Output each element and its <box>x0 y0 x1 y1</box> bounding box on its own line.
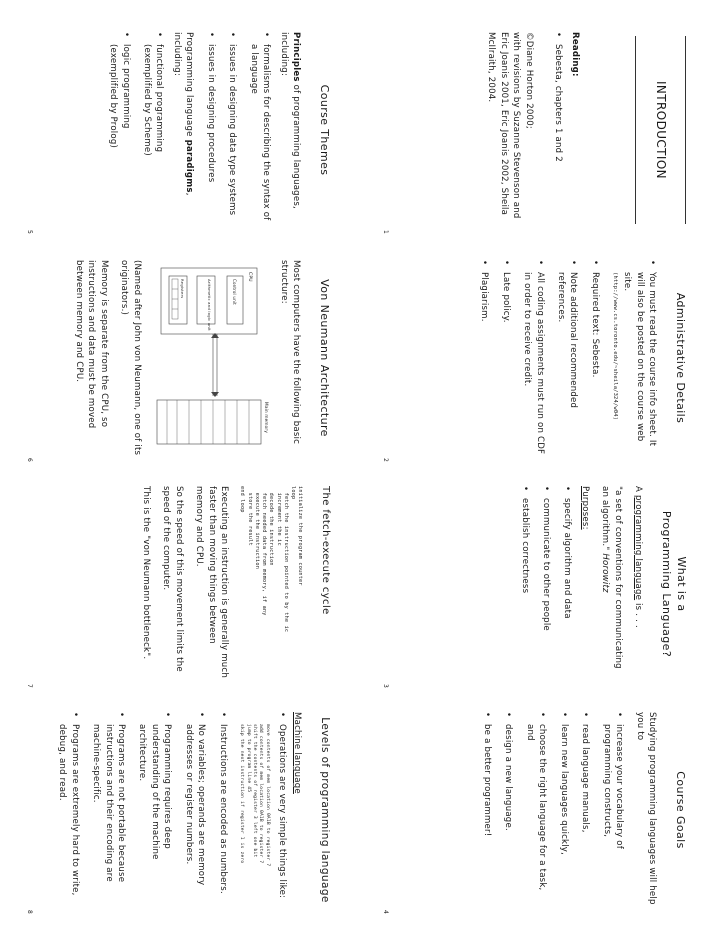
page-number: 8 <box>25 909 33 914</box>
page-number: 7 <box>25 683 33 688</box>
goal-item: • learn new languages quickly, <box>557 712 569 908</box>
goal-item: • be a better programmer! <box>481 712 493 908</box>
slide-von-neumann <box>20 252 338 464</box>
slide-title: Course Themes <box>318 84 331 176</box>
machine-item: • No variables; operands are memory addresses or register numbers. <box>182 712 207 908</box>
theme-item: • issues in designing data type systems <box>226 32 238 228</box>
themes-intro: Principles of programming languages, including: <box>278 32 302 209</box>
slide-course-goals <box>376 704 694 916</box>
goal-item: • design a new language. <box>502 712 514 908</box>
admin-item-late: • Late policy. <box>499 260 511 456</box>
vn-intro: Most computers have the following basic structure: <box>278 260 302 445</box>
memory-label: Main memory <box>264 402 270 434</box>
bus-arrow-right <box>211 392 219 397</box>
registers-label: Registers <box>180 279 186 299</box>
machine-language-label: Machine language <box>291 712 302 794</box>
purpose-item: • specify algorithm and data <box>561 486 573 682</box>
purpose-item: • establish correctness <box>518 486 530 682</box>
slide-title: Administrative Details <box>674 292 687 424</box>
slide-title: Course Goals <box>674 771 687 849</box>
admin-item-text: • Required text: Sebesta. <box>588 260 600 456</box>
cpu-label: CPU <box>247 272 253 282</box>
fe-para-limit: So the speed of this movement limits the speed of the computer. <box>161 486 184 672</box>
reading-item: • Sebesta, chapters 1 and 2 <box>552 32 564 228</box>
goal-item: • read language manuals, <box>579 712 591 908</box>
goal-item: • increase your vocabulary of programming constructs, <box>600 712 625 908</box>
machine-item: • Instructions are encoded as numbers. <box>216 712 228 908</box>
goals-intro: Studying programming languages will help you to <box>634 712 658 905</box>
control-unit-label: Control unit <box>232 279 238 305</box>
slide-title: What is a Programming Language? <box>660 510 688 658</box>
page-number: 1 <box>381 229 389 234</box>
admin-item-info-sheet: • You must read the course info sheet. It will also be posted on the course web site. (http://www.cs.toronto.edu/~sheila/324/w04) <box>610 260 658 456</box>
memory-box <box>157 400 261 444</box>
machine-item: • Programs are not portable because instructions and their encoding are machine-specific. <box>90 712 127 908</box>
admin-item-cdf: • All coding assignments must run on CDF in order to receive credit. <box>521 260 546 456</box>
pl-quote: "a set of conventions for communicating an algorithm." Horowitz <box>600 486 623 669</box>
slide-title: Levels of programming language <box>319 717 331 903</box>
page-number: 4 <box>381 909 389 914</box>
machine-code: move contents of mem location 0A1B to register 7 add contents of mem location 0A1B to register 7 shift the contents of register 3 left one bit jump to program line 45 skip the next instruction if register 1 is zero <box>239 724 270 867</box>
slide-fetch-execute <box>20 478 338 690</box>
theme-item: • issues in designing procedures <box>204 32 216 228</box>
slide-what-is-pl <box>376 478 694 690</box>
vn-named-after: (Named after John von Neumann, one of its originators.) <box>119 260 142 456</box>
slide-title: The fetch-execute cycle <box>320 486 331 615</box>
alu-box <box>197 276 215 324</box>
slide-introduction <box>376 24 694 236</box>
slide-levels-of-pl <box>20 704 338 916</box>
title-rule-top <box>685 36 686 224</box>
goal-item: • choose the right language for a task, and <box>523 712 548 908</box>
ops-intro: • Operations are very simple things like: move contents of mem location 0A1B to register 7 add contents of mem location 0A1B to register 7 shift the contents of register 3 left one bit jump to program line 45 skip the next instruction if register 1 is zero <box>238 712 289 908</box>
admin-item-plagiarism: • Plagiarism. <box>478 260 490 456</box>
page-number: 5 <box>25 229 33 234</box>
page-number: 2 <box>381 457 389 462</box>
course-url: (http://www.cs.toronto.edu/~sheila/324/w04) <box>611 272 618 421</box>
theme-item: • formalisms for describing the syntax of a language <box>247 32 272 228</box>
paradigm-item: • functional programming (exemplified by Scheme) <box>141 32 166 228</box>
slide-title: Von Neumann Architecture <box>318 279 331 437</box>
credit-line: ©Diane Horton 2000; <box>523 32 534 129</box>
page-number: 6 <box>25 457 33 462</box>
slide-course-themes <box>20 24 338 236</box>
slide-title: INTRODUCTION <box>654 80 668 180</box>
admin-item-references: • Note additional recommended references. <box>555 260 580 456</box>
alu-label: Arithmetic and logic unit <box>207 279 213 331</box>
vn-memory-text: Memory is separate from the CPU, so instructions and data must be moved between memory and CPU. <box>73 260 109 429</box>
paradigm-item: • logic programming (exemplified by Prolog) <box>107 32 132 228</box>
machine-item: • Programming requires deep understanding of the machine architecture. <box>136 712 173 908</box>
purpose-item: • communicate to other people <box>540 486 552 682</box>
pl-definition: A programming language is . . . <box>633 486 644 628</box>
title-rule-bottom <box>635 36 636 224</box>
machine-item: • Programs are extremely hard to write, debug, and read. <box>56 712 81 908</box>
slide-administrative-details <box>376 252 694 464</box>
credit-revisions: with revisions by Suzanne Stevenson and Eric Joanis 2001, Eric Joanis 2002, Sheila McIlraith, 2004. <box>486 32 522 219</box>
fe-para-bottleneck: This is the "von Neumann bottleneck". <box>140 486 151 660</box>
page-number: 3 <box>381 683 389 688</box>
von-neumann-diagram <box>155 260 273 456</box>
fetch-execute-code: initialize the program counter loop fetch the instruction pointed to by the ic increment the ic decode the instruction fetch needed data from memory, if any execute the instruction store the result end loop <box>239 486 304 633</box>
purposes-label: Purposes: <box>579 486 590 530</box>
reading-label: Reading: <box>569 32 580 77</box>
paradigms-intro: Programming language paradigms, including: <box>171 32 195 196</box>
fe-para-speed: Executing an instruction is generally much faster than moving things between memory and CPU. <box>194 486 229 678</box>
